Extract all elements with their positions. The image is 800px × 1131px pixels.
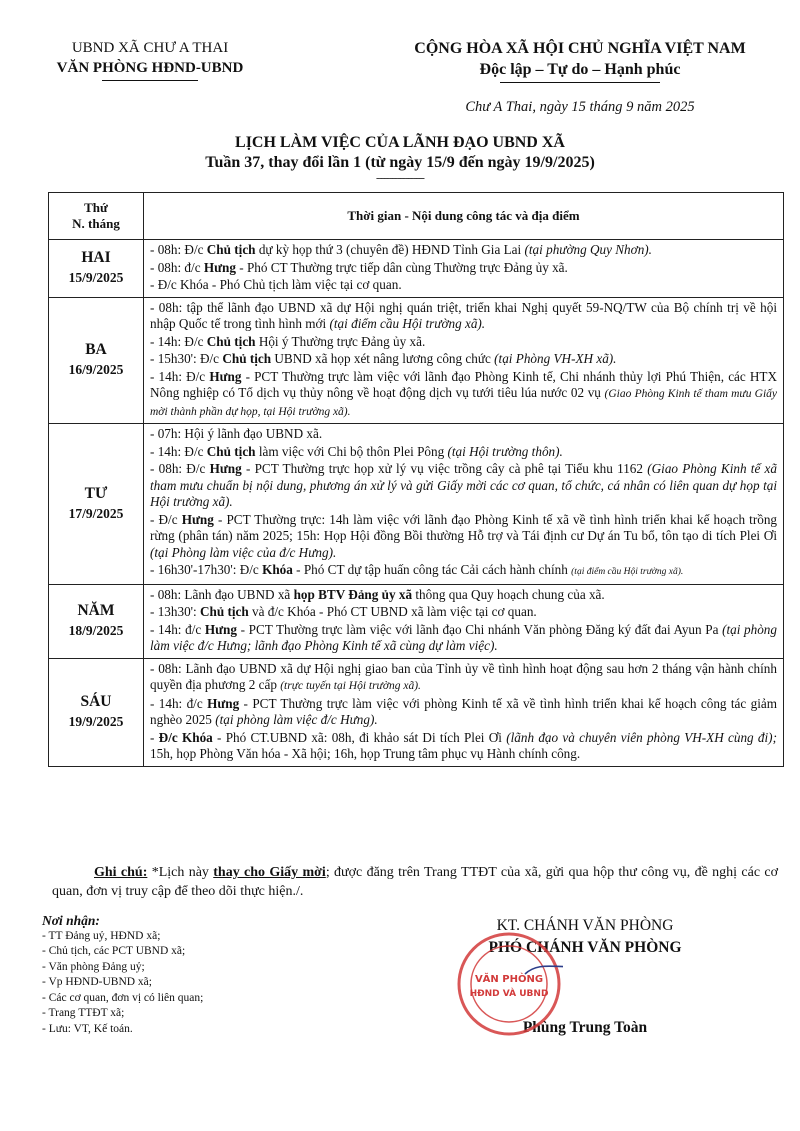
org-line-2: VĂN PHÒNG HĐND-UBND: [56, 60, 244, 76]
activity-b: Chủ tịch: [206, 333, 256, 349]
day-name: NĂM: [77, 602, 115, 619]
activity-b: Hưng: [203, 259, 236, 275]
activity-d: (tại phường Quy Nhơn).: [524, 242, 652, 257]
activity-b: Chủ tịch: [200, 604, 249, 619]
col-day-2: N. tháng: [72, 216, 120, 231]
day-cell: [49, 240, 144, 298]
recipient-item: - Văn phòng Đảng uỷ;: [42, 960, 145, 973]
activity-b: Chủ tịch: [206, 242, 256, 257]
activity-item: [150, 300, 777, 333]
table-row: [49, 297, 784, 424]
activity-a: - 14h: Đ/c: [150, 443, 207, 459]
signature-name: Phùng Trung Toàn: [522, 1019, 648, 1036]
activity-item: [150, 730, 777, 763]
activity-c: Hội ý Thường trực Đảng ủy xã.: [255, 333, 426, 349]
day-date: 18/9/2025: [68, 623, 124, 638]
activity-item: [150, 369, 777, 421]
activity-c: - PCT Thường trực: 14h làm việc với lãnh đạo Phòng Kinh tế xã về tình hình triển khai kế hoạch trồng rừng (phân tán) năm 2025; 15h: Họp Hội đồng Bồi thường Hỗ trợ và Tái định cư Dự án Tu bổ, tôn tạo di tích Plei Ơi: [150, 511, 778, 543]
activity-c: thông qua Quy hoạch chung của xã.: [412, 586, 605, 602]
col-day-1: Thứ: [84, 199, 108, 215]
activity-d: (tại phòng làm việc đ/c Hưng).: [215, 712, 378, 727]
activity-cell: [144, 424, 784, 585]
activity-item: [150, 604, 777, 621]
activity-b: Hưng: [181, 511, 214, 527]
activity-item: [150, 351, 777, 368]
activity-c: - PCT Thường trực họp xử lý vụ việc trồng cây cà phê tại Tiểu khu 1162: [241, 461, 648, 476]
activity-item: [150, 334, 777, 351]
col-content-header: Thời gian - Nội dung công tác và địa điểm: [144, 193, 784, 240]
activity-d: (tại Phòng làm việc của đ/c Hưng).: [150, 544, 337, 560]
org-underline: [102, 80, 198, 81]
recipient-item: - Các cơ quan, đơn vị có liên quan;: [42, 991, 204, 1004]
table-row: [49, 240, 784, 298]
activity-item: [150, 622, 777, 655]
activity-b: Chủ tịch: [206, 443, 256, 459]
activity-c: - PCT Thường trực làm việc với lãnh đạo Chi nhánh Văn phòng Đăng ký đất đai Ayun Pa: [236, 621, 723, 637]
activity-b: Hưng: [207, 695, 240, 711]
activity-b: Hưng: [209, 368, 242, 384]
recipient-item: - TT Đảng uỷ, HĐND xã;: [42, 929, 161, 942]
activity-c: UBND xã họp xét nâng lương công chức: [271, 351, 495, 366]
day-cell: [49, 424, 144, 585]
recipient-item: - Chủ tịch, các PCT UBND xã;: [42, 945, 186, 957]
activity-a: - 08h: đ/c: [150, 259, 204, 275]
activity-a: - 08h: Đ/c: [150, 461, 210, 476]
note-text-1: *Lịch này: [147, 865, 214, 880]
activity-cell: [144, 658, 784, 766]
day-name: SÁU: [80, 693, 112, 710]
activity-d: (tại phòng làm việc đ/c Hưng; lãnh đạo Phòng Kinh tế xã cùng dự làm việc).: [150, 621, 777, 653]
activity-a: - 07h: Hội ý lãnh đạo UBND xã.: [150, 426, 323, 441]
activity-d: (Giao Phòng Kinh tế tham mưu Giấy mời thành phần dự họp, tại Hội trường xã).: [150, 388, 778, 418]
signature-role-2: PHÓ CHÁNH VĂN PHÒNG: [488, 939, 682, 956]
note-label: Ghi chú:: [94, 865, 148, 880]
activity-item: [150, 260, 777, 277]
activity-item: [150, 277, 777, 294]
table-header-row: [49, 193, 784, 240]
activity-item: [150, 696, 777, 729]
activity-c: làm việc với Chi bộ thôn Plei Pông: [255, 443, 448, 459]
day-cell: [49, 658, 144, 766]
activity-b: Khóa: [262, 562, 293, 577]
col-day-header: [49, 193, 144, 240]
activity-b: Hưng: [204, 621, 237, 637]
note-text-2: ; được đăng trên Trang TTĐT của xã, gửi qua hộp thư công vụ, đề nghị các cơ quan, đơn vị truy cập để theo dõi thực hiện./.: [52, 865, 779, 899]
activity-item: [150, 461, 777, 511]
day-date: 16/9/2025: [68, 362, 124, 378]
title-line-1: LỊCH LÀM VIỆC CỦA LÃNH ĐẠO UBND XÃ: [235, 134, 565, 151]
activity-cell: [144, 240, 784, 298]
activity-d: (tại điểm cầu Hội trường xã).: [329, 316, 486, 331]
activity-d: (tại Phòng VH-XH xã).: [494, 351, 617, 366]
note-bold-text: thay cho Giấy mời: [213, 865, 326, 880]
nation-line-2: Độc lập – Tự do – Hạnh phúc: [479, 61, 681, 78]
day-name: HAI: [81, 249, 111, 267]
activity-a: - Đ/c Khóa - Phó Chủ tịch làm việc tại cơ quan.: [150, 277, 402, 292]
activity-d: (tại Hội trường thôn).: [447, 443, 563, 459]
day-name: TƯ: [84, 484, 108, 502]
recipient-item: - Lưu: VT, Kế toán.: [42, 1022, 133, 1035]
activity-item: [150, 426, 777, 443]
activity-e: 15h, họp Phòng Văn hóa - Xã hội; 16h, họp Trung tâm phục vụ Hành chính công.: [150, 746, 581, 761]
document-title: [0, 133, 800, 183]
table-row: [49, 424, 784, 585]
org-header: [30, 38, 270, 81]
activity-a: - 13h30':: [150, 604, 200, 619]
schedule-table: [48, 192, 784, 767]
activity-cell: [144, 297, 784, 424]
title-line-2: Tuần 37, thay đổi lần 1 (từ ngày 15/9 đến ngày 19/9/2025): [205, 154, 595, 171]
recipient-item: - Trang TTĐT xã;: [42, 1007, 125, 1019]
activity-c: và đ/c Khóa - Phó CT UBND xã làm việc tại cơ quan.: [248, 604, 537, 619]
activity-item: [150, 444, 777, 461]
date-line: Chư A Thai, ngày 15 tháng 9 năm 2025: [465, 99, 695, 115]
activity-a: - 14h: đ/c: [150, 621, 205, 637]
activity-item: [150, 587, 777, 604]
activity-b: Chủ tịch: [222, 351, 272, 366]
activity-cell: [144, 584, 784, 658]
activity-a: - 08h:: [150, 299, 183, 315]
stamp-text-1: VĂN PHÒNG: [474, 974, 544, 985]
activity-c: dự kỳ họp thứ 3 (chuyên đề) HĐND Tỉnh Gia Lai: [255, 242, 525, 257]
day-cell: [49, 584, 144, 658]
org-line-1: UBND XÃ CHƯ A THAI: [71, 40, 229, 56]
table-row: [49, 584, 784, 658]
activity-a: - 16h30'-17h30': Đ/c: [150, 562, 263, 577]
activity-a: - 08h: Lãnh đạo UBND xã dự Hội nghị giao ban của Tỉnh ủy về tình hình hoạt động sau hơn 2 tháng vận hành chính quyền địa phương 2 cấp: [150, 660, 777, 692]
day-date: 19/9/2025: [68, 714, 124, 729]
nation-header: [380, 38, 780, 83]
activity-d: (tại điểm cầu Hội trường xã).: [571, 567, 684, 577]
activity-a: - 14h: Đ/c: [150, 368, 210, 384]
day-cell: [49, 297, 144, 424]
activity-c: - Phó CT Thường trực tiếp dân cùng Thường trực Đảng ủy xã.: [235, 259, 568, 275]
activity-a: - Đ/c: [150, 511, 182, 527]
activity-c: - Phó CT.UBND xã: 08h, đi khảo sát Di tích Plei Ơi: [212, 729, 507, 745]
activity-c: - PCT Thường trực làm việc với lãnh đạo Phòng Kinh tế, Chi nhánh thủy lợi Phú Thiện, các HTX Nông nghiệp có Tổ dịch vụ thủy nông về hoạt động dịch vụ tưới tiêu lúa nước 02 vụ: [150, 368, 777, 400]
activity-b: Đ/c Khóa: [158, 729, 213, 745]
nation-underline: [500, 82, 660, 83]
recipients: [42, 913, 302, 1037]
activity-a: - 15h30': Đ/c: [150, 351, 223, 366]
note: [52, 863, 778, 901]
activity-b: Hưng: [209, 461, 242, 476]
title-separator: ------------------: [376, 172, 424, 184]
activity-item: [150, 512, 777, 562]
nation-line-1: CỘNG HÒA XÃ HỘI CHỦ NGHĨA VIỆT NAM: [414, 40, 746, 57]
recipients-title: Nơi nhận:: [42, 913, 100, 928]
stamp-text-2: HĐND VÀ UBND: [469, 989, 549, 999]
activity-a: - 14h: đ/c: [150, 695, 208, 711]
activity-d: (lãnh đạo và chuyên viên phòng VH-XH cùng đi);: [506, 729, 777, 745]
activity-item: [150, 242, 777, 259]
signature-role-1: KT. CHÁNH VĂN PHÒNG: [496, 917, 674, 934]
schedule-body: [49, 240, 784, 767]
activity-c: tập thể lãnh đạo UBND xã dự Hội nghị quán triệt, triển khai Nghị quyết 59-NQ/TW của Bộ chính trị về hội nhập Quốc tế trong tình hình mới: [150, 299, 777, 331]
recipients-list: [42, 929, 302, 1038]
activity-item: [150, 661, 777, 695]
day-date: 15/9/2025: [68, 270, 124, 286]
activity-b: họp BTV Đảng ủy xã: [293, 586, 413, 602]
activity-item: [150, 562, 777, 581]
table-row: [49, 658, 784, 766]
day-date: 17/9/2025: [68, 505, 124, 521]
activity-c: - Phó CT dự tập huấn công tác Cải cách hành chính: [292, 562, 572, 577]
day-name: BA: [85, 341, 107, 359]
activity-d: (Giao Phòng Kinh tế xã tham mưu chuẩn bị nội dung, phương án xử lý và gửi Giấy mời các cơ quan, tổ chức, cá nhân có liên quan dự họp tại Hội trường xã).: [150, 461, 777, 509]
activity-a: - 08h: Đ/c: [150, 242, 207, 257]
activity-c: - PCT Thường trực làm việc với phòng Kinh tế xã về tình hình triển khai kế hoạch công tác giảm nghèo 2025: [150, 695, 778, 727]
official-stamp-icon: [455, 930, 563, 1038]
activity-a: - 14h: Đ/c: [150, 333, 207, 349]
activity-a: -: [150, 729, 159, 745]
activity-a: - 08h: Lãnh đạo UBND xã: [150, 586, 294, 602]
activity-d: (trực tuyến tại Hội trường xã).: [280, 680, 421, 692]
recipient-item: - Vp HĐND-UBND xã;: [42, 976, 152, 988]
